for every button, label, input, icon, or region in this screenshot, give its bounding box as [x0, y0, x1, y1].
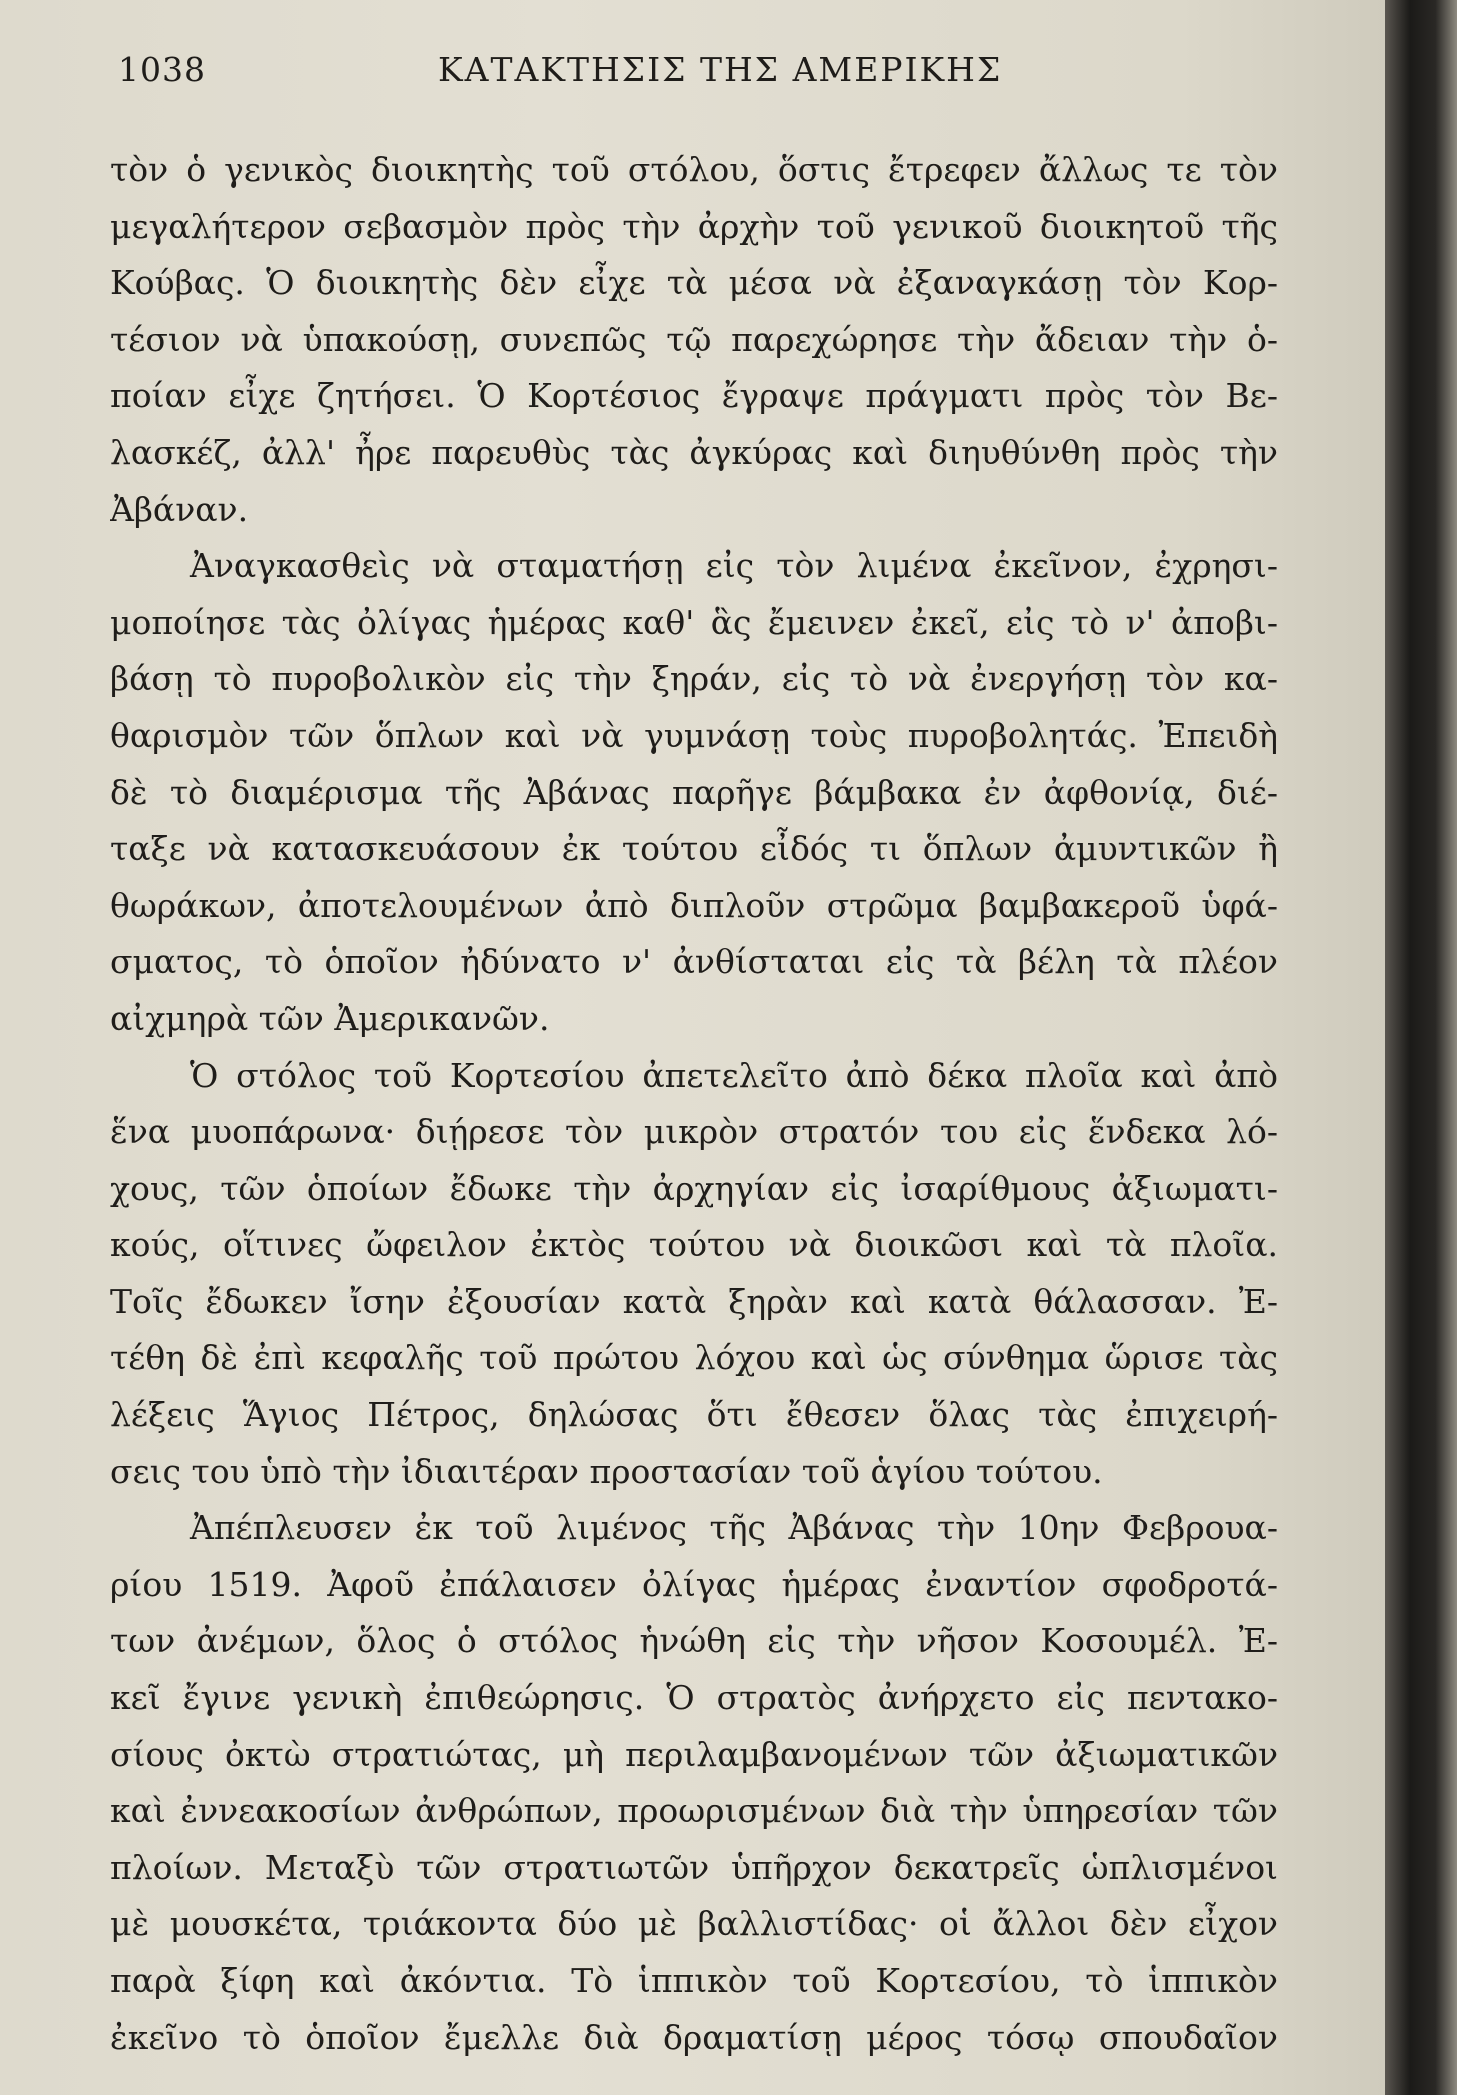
text-line: ρίου 1519. Ἀφοῦ ἐπάλαισεν ὀλίγας ἡμέρας ἐναντίον σφοδροτά- — [110, 1564, 1278, 1604]
text-line: αἰχμηρὰ τῶν Ἀμερικανῶν. — [110, 998, 550, 1038]
text-line: ποίαν εἶχε ζητήσει. Ὁ Κορτέσιος ἔγραψε πράγματι πρὸς τὸν Βε- — [110, 376, 1278, 416]
text-line: χους, τῶν ὁποίων ἔδωκε τὴν ἀρχηγίαν εἰς ἰσαρίθμους ἀξιωματι- — [110, 1168, 1278, 1208]
book-spine-shadow — [1385, 0, 1457, 2095]
text-line: πλοίων. Μεταξὺ τῶν στρατιωτῶν ὑπῆρχον δεκατρεῖς ὡπλισμένοι — [110, 1847, 1278, 1887]
text-line: ἕνα μυοπάρωνα· διῄρεσε τὸν μικρὸν στρατόν του εἰς ἕνδεκα λό- — [110, 1112, 1278, 1152]
page-number: 1038 — [118, 50, 206, 89]
text-line: σματος, τὸ ὁποῖον ἠδύνατο ν' ἀνθίσταται εἰς τὰ βέλη τὰ πλέον — [110, 942, 1278, 982]
paragraph-first-line: Ὁ στόλος τοῦ Κορτεσίου ἀπετελεῖτο ἀπὸ δέκα πλοῖα καὶ ἀπὸ — [190, 1055, 1278, 1095]
text-line: παρὰ ξίφη καὶ ἀκόντια. Τὸ ἱππικὸν τοῦ Κορτεσίου, τὸ ἱππικὸν — [110, 1961, 1278, 2000]
text-line: Κούβας. Ὁ διοικητὴς δὲν εἶχε τὰ μέσα νὰ ἐξαναγκάσῃ τὸν Κορ- — [110, 263, 1278, 303]
text-line: Ἀβάναν. — [110, 489, 249, 529]
text-line: σίους ὀκτὼ στρατιώτας, μὴ περιλαμβανομένων τῶν ἀξιωματικῶν — [110, 1734, 1278, 1774]
text-line: τέθη δὲ ἐπὶ κεφαλῆς τοῦ πρώτου λόχου καὶ ὡς σύνθημα ὥρισε τὰς — [110, 1338, 1278, 1378]
text-line: τὸν ὁ γενικὸς διοικητὴς τοῦ στόλου, ὅστις ἔτρεφεν ἄλλως τε τὸν — [110, 150, 1278, 189]
paragraph-first-line: Ἀναγκασθεὶς νὰ σταματήσῃ εἰς τὸν λιμένα ἐκεῖνον, ἐχρησι- — [190, 546, 1278, 586]
text-line: τέσιον νὰ ὑπακούσῃ, συνεπῶς τῷ παρεχώρησε τὴν ἄδειαν τὴν ὁ- — [110, 319, 1278, 359]
text-line: θωράκων, ἀποτελουμένων ἀπὸ διπλοῦν στρῶμα βαμβακεροῦ ὑφά- — [110, 885, 1278, 925]
text-line: κούς, οἵτινες ὤφειλον ἐκτὸς τούτου νὰ διοικῶσι καὶ τὰ πλοῖα. — [110, 1225, 1278, 1265]
text-line: λέξεις Ἅγιος Πέτρος, δηλώσας ὅτι ἔθεσεν ὅλας τὰς ἐπιχειρή- — [110, 1395, 1278, 1435]
text-line: καὶ ἐννεακοσίων ἀνθρώπων, προωρισμένων διὰ τὴν ὑπηρεσίαν τῶν — [110, 1791, 1278, 1831]
text-line: Τοῖς ἔδωκεν ἴσην ἐξουσίαν κατὰ ξηρὰν καὶ κατὰ θάλασσαν. Ἐ- — [110, 1281, 1278, 1321]
text-line: των ἀνέμων, ὅλος ὁ στόλος ἡνώθη εἰς τὴν νῆσον Κοσουμέλ. Ἐ- — [110, 1621, 1278, 1661]
text-line: σεις του ὑπὸ τὴν ἰδιαιτέραν προστασίαν τοῦ ἁγίου τούτου. — [110, 1451, 1103, 1491]
running-title: ΚΑΤΑΚΤΗΣΙΣ ΤΗΣ ΑΜΕΡΙΚΗΣ — [438, 50, 1003, 89]
text-line: θαρισμὸν τῶν ὅπλων καὶ νὰ γυμνάσῃ τοὺς πυροβολητάς. Ἐπειδὴ — [110, 715, 1278, 755]
text-line: βάσῃ τὸ πυροβολικὸν εἰς τὴν ξηράν, εἰς τὸ νὰ ἐνεργήσῃ τὸν κα- — [110, 659, 1278, 699]
text-line: μὲ μουσκέτα, τριάκοντα δύο μὲ βαλλιστίδας· οἱ ἄλλοι δὲν εἶχον — [110, 1904, 1278, 1944]
body-text — [110, 142, 1278, 2066]
text-line: ἐκεῖνο τὸ ὁποῖον ἔμελλε διὰ δραματίσῃ μέρος τόσῳ σπουδαῖον — [110, 2017, 1278, 2057]
text-line: λασκέζ, ἀλλ' ἦρε παρευθὺς τὰς ἀγκύρας καὶ διηυθύνθη πρὸς τὴν — [110, 432, 1278, 472]
text-line: κεῖ ἔγινε γενικὴ ἐπιθεώρησις. Ὁ στρατὸς ἀνήρχετο εἰς πεντακο- — [110, 1678, 1278, 1718]
page-header — [118, 40, 1278, 100]
text-line: μεγαλήτερον σεβασμὸν πρὸς τὴν ἀρχὴν τοῦ γενικοῦ διοικητοῦ τῆς — [110, 206, 1278, 246]
text-line: ταξε νὰ κατασκευάσουν ἐκ τούτου εἶδός τι ὅπλων ἀμυντικῶν ἢ — [110, 829, 1278, 869]
text-line: δὲ τὸ διαμέρισμα τῆς Ἀβάνας παρῆγε βάμβακα ἐν ἀφθονίᾳ, διέ- — [110, 772, 1278, 812]
paragraph-first-line: Ἀπέπλευσεν ἐκ τοῦ λιμένος τῆς Ἀβάνας τὴν 10ην Φεβρουα- — [190, 1508, 1278, 1548]
text-line: μοποίησε τὰς ὀλίγας ἡμέρας καθ' ἃς ἔμεινεν ἐκεῖ, εἰς τὸ ν' ἀποβι- — [110, 602, 1278, 642]
